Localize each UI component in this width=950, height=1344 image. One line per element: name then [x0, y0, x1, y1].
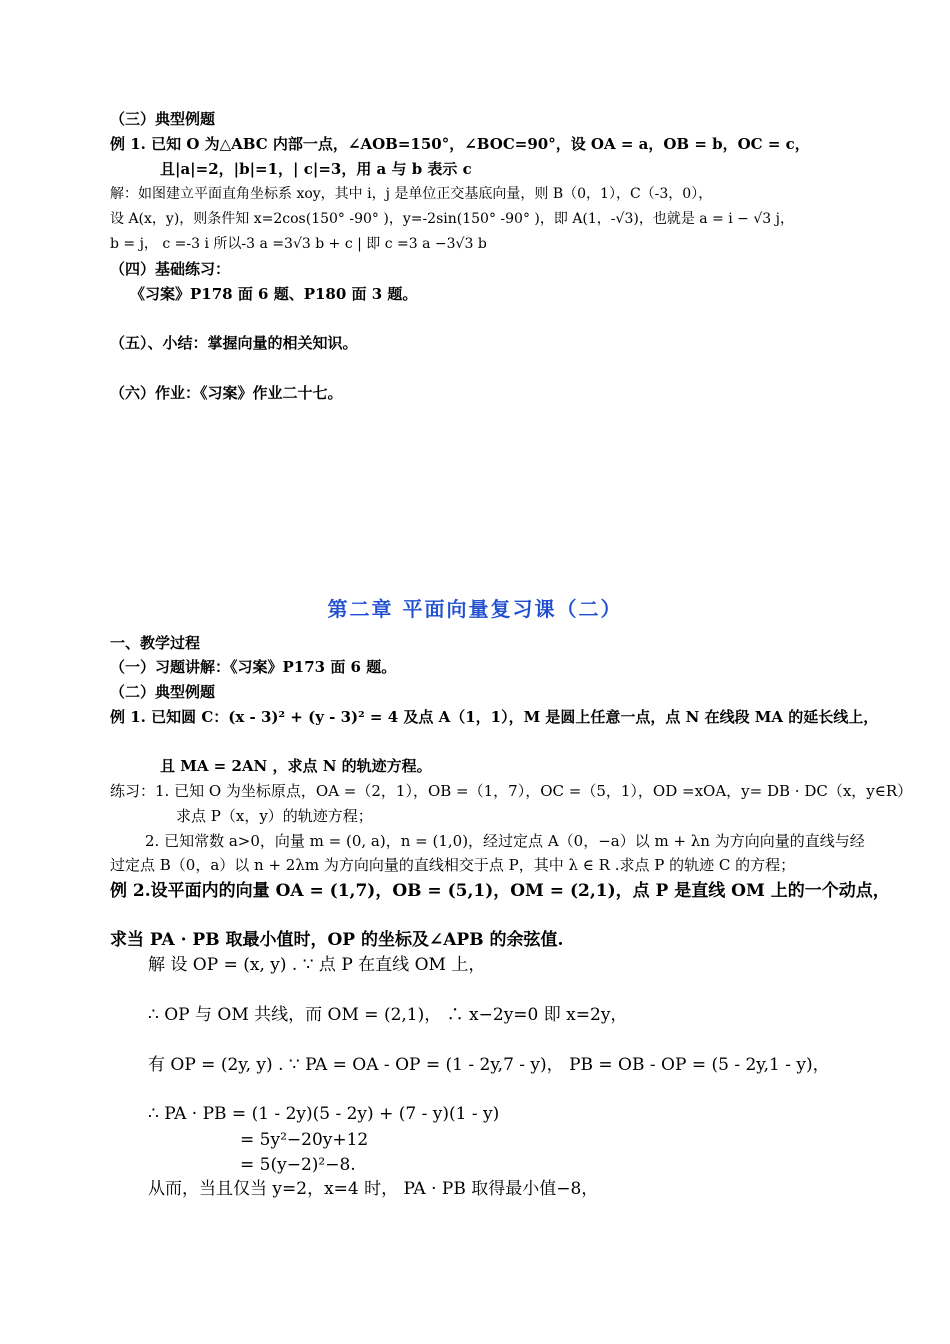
text-line: （四）基础练习： — [110, 260, 231, 278]
text-line: 例 1. 已知圆 C：(x - 3)² + (y - 3)² = 4 及点 A（1，1），M 是圆上任意一点，点 N 在线段 MA 的延长线上， — [110, 708, 879, 726]
text-line: 例 1. 已知 O 为△ABC 内部一点，∠AOB=150°，∠BOC=90°，设 OA = a，OB = b，OC = c， — [110, 135, 810, 153]
text-line: 过定点 B（0，a）以 n + 2λm 为方向向量的直线相交于点 P，其中 λ ∈ R .求点 P 的轨迹 C 的方程； — [110, 856, 796, 874]
text-line: 求点 P（x，y）的轨迹方程； — [176, 807, 373, 825]
text-line: （五）、小结：掌握向量的相关知识。 — [110, 334, 358, 352]
text-line: b = j， c =-3 i 所以-3 a =3√3 b + c | 即 c =3 a −3√3 b — [110, 236, 487, 252]
text-line: 练习：1. 已知 O 为坐标原点，OA =（2，1），OB =（1，7），OC =（5，1），OD =xOA，y= DB · DC（x，y∈R） — [110, 782, 913, 800]
text-line: = 5y²−20y+12 — [240, 1130, 369, 1150]
text-line: 从而，当且仅当 y=2，x=4 时， PA · PB 取得最小值−8， — [148, 1179, 599, 1199]
text-line: （三）典型例题 — [110, 110, 216, 128]
text-line: 一、教学过程 — [110, 634, 201, 652]
text-line: ∴ OP 与 OM 共线，而 OM = (2,1)， ∴ x−2y=0 即 x=2y， — [148, 1005, 628, 1025]
text-line: 解：如图建立平面直角坐标系 xoy，其中 i，j 是单位正交基底向量，则 B（0，1），C（-3，0）， — [110, 186, 713, 202]
text-line: 有 OP = (2y, y) . ∵ PA = OA - OP = (1 - 2y,7 - y)， PB = OB - OP = (5 - 2y,1 - y)， — [148, 1055, 830, 1075]
text-line: 2. 已知常数 a>0，向量 m = (0, a)，n = (1,0)，经过定点 A（0，−a）以 m + λn 为方向向量的直线与经 — [145, 832, 865, 850]
text-line: ∴ PA · PB = (1 - 2y)(5 - 2y) + (7 - y)(1 - y) — [148, 1104, 500, 1124]
text-line: = 5(y−2)²−8. — [240, 1155, 356, 1175]
text-line: 解 设 OP = (x, y) . ∵ 点 P 在直线 OM 上， — [148, 955, 486, 975]
text-line: 且 MA = 2AN ，求点 N 的轨迹方程。 — [160, 757, 432, 775]
text-line: （六）作业：《习案》作业二十七。 — [110, 384, 343, 402]
text-line: 求当 PA · PB 取最小值时，OP 的坐标及∠APB 的余弦值. — [110, 930, 564, 950]
text-line: （二）典型例题 — [110, 683, 216, 701]
text-line: 《习案》P178 面 6 题、P180 面 3 题。 — [130, 285, 418, 303]
text-line: （一）习题讲解：《习案》P173 面 6 题。 — [110, 658, 397, 676]
chapter-title: 第二章 平面向量复习课（二） — [327, 597, 623, 621]
text-line: 且|a|=2，|b|=1，| c|=3，用 a 与 b 表示 c — [160, 160, 472, 178]
text-line: 设 A(x，y)，则条件知 x=2cos(150° -90° )，y=-2sin(150° -90° )，即 A(1，-√3)，也就是 a = i − √3 j， — [110, 211, 794, 227]
text-line: 例 2.设平面内的向量 OA = (1,7)，OB = (5,1)，OM = (2,1)，点 P 是直线 OM 上的一个动点， — [110, 881, 890, 901]
